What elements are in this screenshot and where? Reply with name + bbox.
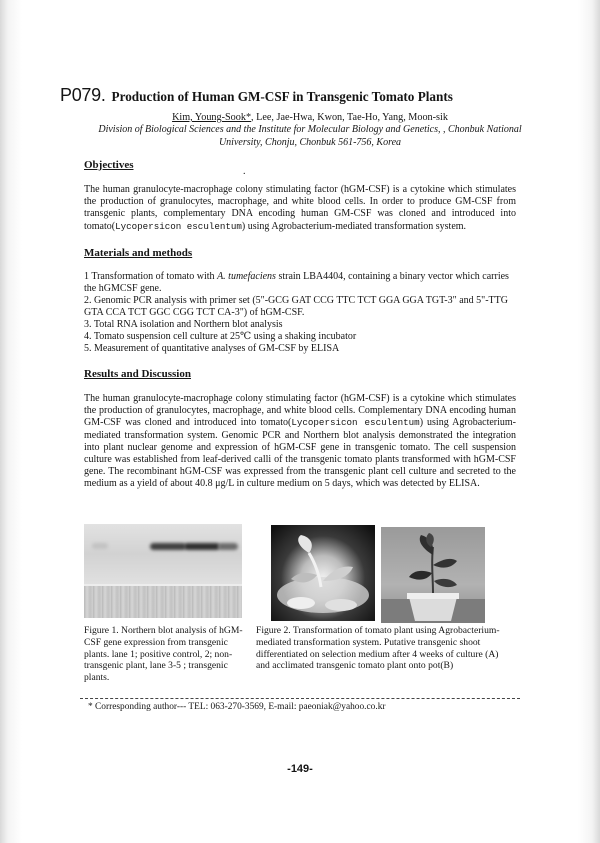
- blot-lower-panel: [84, 584, 242, 618]
- method-item-4: 4. Tomato suspension cell culture at 25℃ using a shaking incubator: [84, 331, 357, 342]
- transgenic-shoot-photo: [271, 525, 375, 621]
- method-item-1-species: A. tumefaciens: [217, 271, 276, 282]
- blot-band: [92, 543, 108, 549]
- affiliation-line-2: University, Chonju, Chonbuk 561-756, Korea: [218, 136, 402, 148]
- results-text-2: ) using Agrobacterium-mediated transformation system. Genomic PCR and Northern blot analysis demonstrated the integration into plant nuclear genome and expression of hGM-CSF gene in transgenic tomato. The cell suspension culture was established from leaf-derived calli of the transgenic tomato plants transformed with hGM-CSF gene. The recombinant hGM-CSF was expressed from the transgenic plant cell culture and secreted to the medium as a yield of about 40.8 μg/L in culture medium on 5 days, which was detected by ELISA.: [84, 417, 517, 490]
- blot-band: [184, 543, 220, 550]
- abstract-code: P079.: [60, 85, 106, 105]
- shoot-illustration: [271, 525, 375, 621]
- blot-band: [218, 543, 238, 550]
- objectives-heading: Objectives: [84, 159, 134, 171]
- objectives-paragraph: [84, 184, 516, 233]
- paper-title: Production of Human GM-CSF in Transgenic Tomato Plants: [111, 89, 453, 104]
- results-paragraph: [84, 393, 516, 491]
- methods-heading: Materials and methods: [84, 247, 193, 259]
- figure-1-caption: Figure 1. Northern blot analysis of hGM-CSF gene expression from transgenic plants. lane 1; positive control, 2; non-transgenic plant, lane 3-5 ; transgenic plants.: [84, 625, 243, 684]
- affiliation: [60, 124, 560, 149]
- figure-2-caption: Figure 2. Transformation of tomato plant using Agrobacterium-mediated transformation system. Putative transgenic shoot differentiated on selection medium after 4 weeks of culture (A) and acclimated transgenic tomato plant onto pot(B): [256, 625, 500, 672]
- method-item-3: 3. Total RNA isolation and Northern blot analysis: [84, 319, 283, 330]
- footnote-divider: [80, 698, 520, 699]
- method-item-1-text-a: 1 Transformation of tomato with: [84, 271, 218, 282]
- affiliation-line-1: Division of Biological Sciences and the Institute for Molecular Biology and Genetics, , Chonbuk National: [98, 124, 522, 135]
- results-heading: Results and Discussion: [84, 368, 191, 380]
- method-item-2: 2. Genomic PCR analysis with primer set (5"-GCG GAT CCG TTC TCT GGA GGA TGT-3" and 5"-TTG GTA CCA TCT GGC CGG TCT CA-3") of hGM-CSF.: [84, 295, 508, 318]
- page-number: -149-: [287, 763, 313, 775]
- objectives-text-2: ) using Agrobacterium-mediated transformation system.: [241, 220, 467, 232]
- other-authors: , Lee, Jae-Hwa, Kwon, Tae-Ho, Yang, Moon-sik: [251, 112, 448, 123]
- method-item-1: [84, 271, 514, 294]
- stray-dot: .: [243, 166, 246, 177]
- author-line: [60, 112, 560, 123]
- results-text-1: The human granulocyte-macrophage colony stimulating factor (hGM-CSF) is a cytokine which stimulates the production of granulocytes, macrophage, and white blood cells. Complementary DNA encoding human GM-CSF was cloned and introduced into tomato(: [84, 393, 516, 429]
- results-species: Lycopersicon esculentum: [291, 417, 420, 429]
- potted-tomato-photo: [381, 527, 485, 623]
- title-row: [60, 85, 560, 106]
- northern-blot-image: [84, 524, 242, 616]
- blot-band: [150, 543, 186, 550]
- objectives-species: Lycopersicon esculentum: [115, 220, 242, 232]
- method-item-1-text-b: strain LBA4404, containing a binary vector which carries the hGMCSF gene.: [84, 271, 509, 294]
- objectives-text-1: The human granulocyte-macrophage colony stimulating factor (hGM-CSF) is a cytokine which stimulates the production of granulocytes, macrophage, and white blood cells. In order to produce GM-CSF from transgenic plants, complementary DNA encoding human GM-CSF was cloned and introduced into tomato(: [84, 184, 516, 232]
- corresponding-author-footnote: * Corresponding author--- TEL: 063-270-3569, E-mail: paeoniak@yahoo.co.kr: [88, 702, 386, 712]
- method-item-5: 5. Measurement of quantitative analyses of GM-CSF by ELISA: [84, 343, 340, 354]
- potted-plant-illustration: [381, 527, 485, 623]
- first-author: Kim, Young-Sook*: [172, 112, 252, 123]
- blot-upper-panel: [84, 524, 242, 584]
